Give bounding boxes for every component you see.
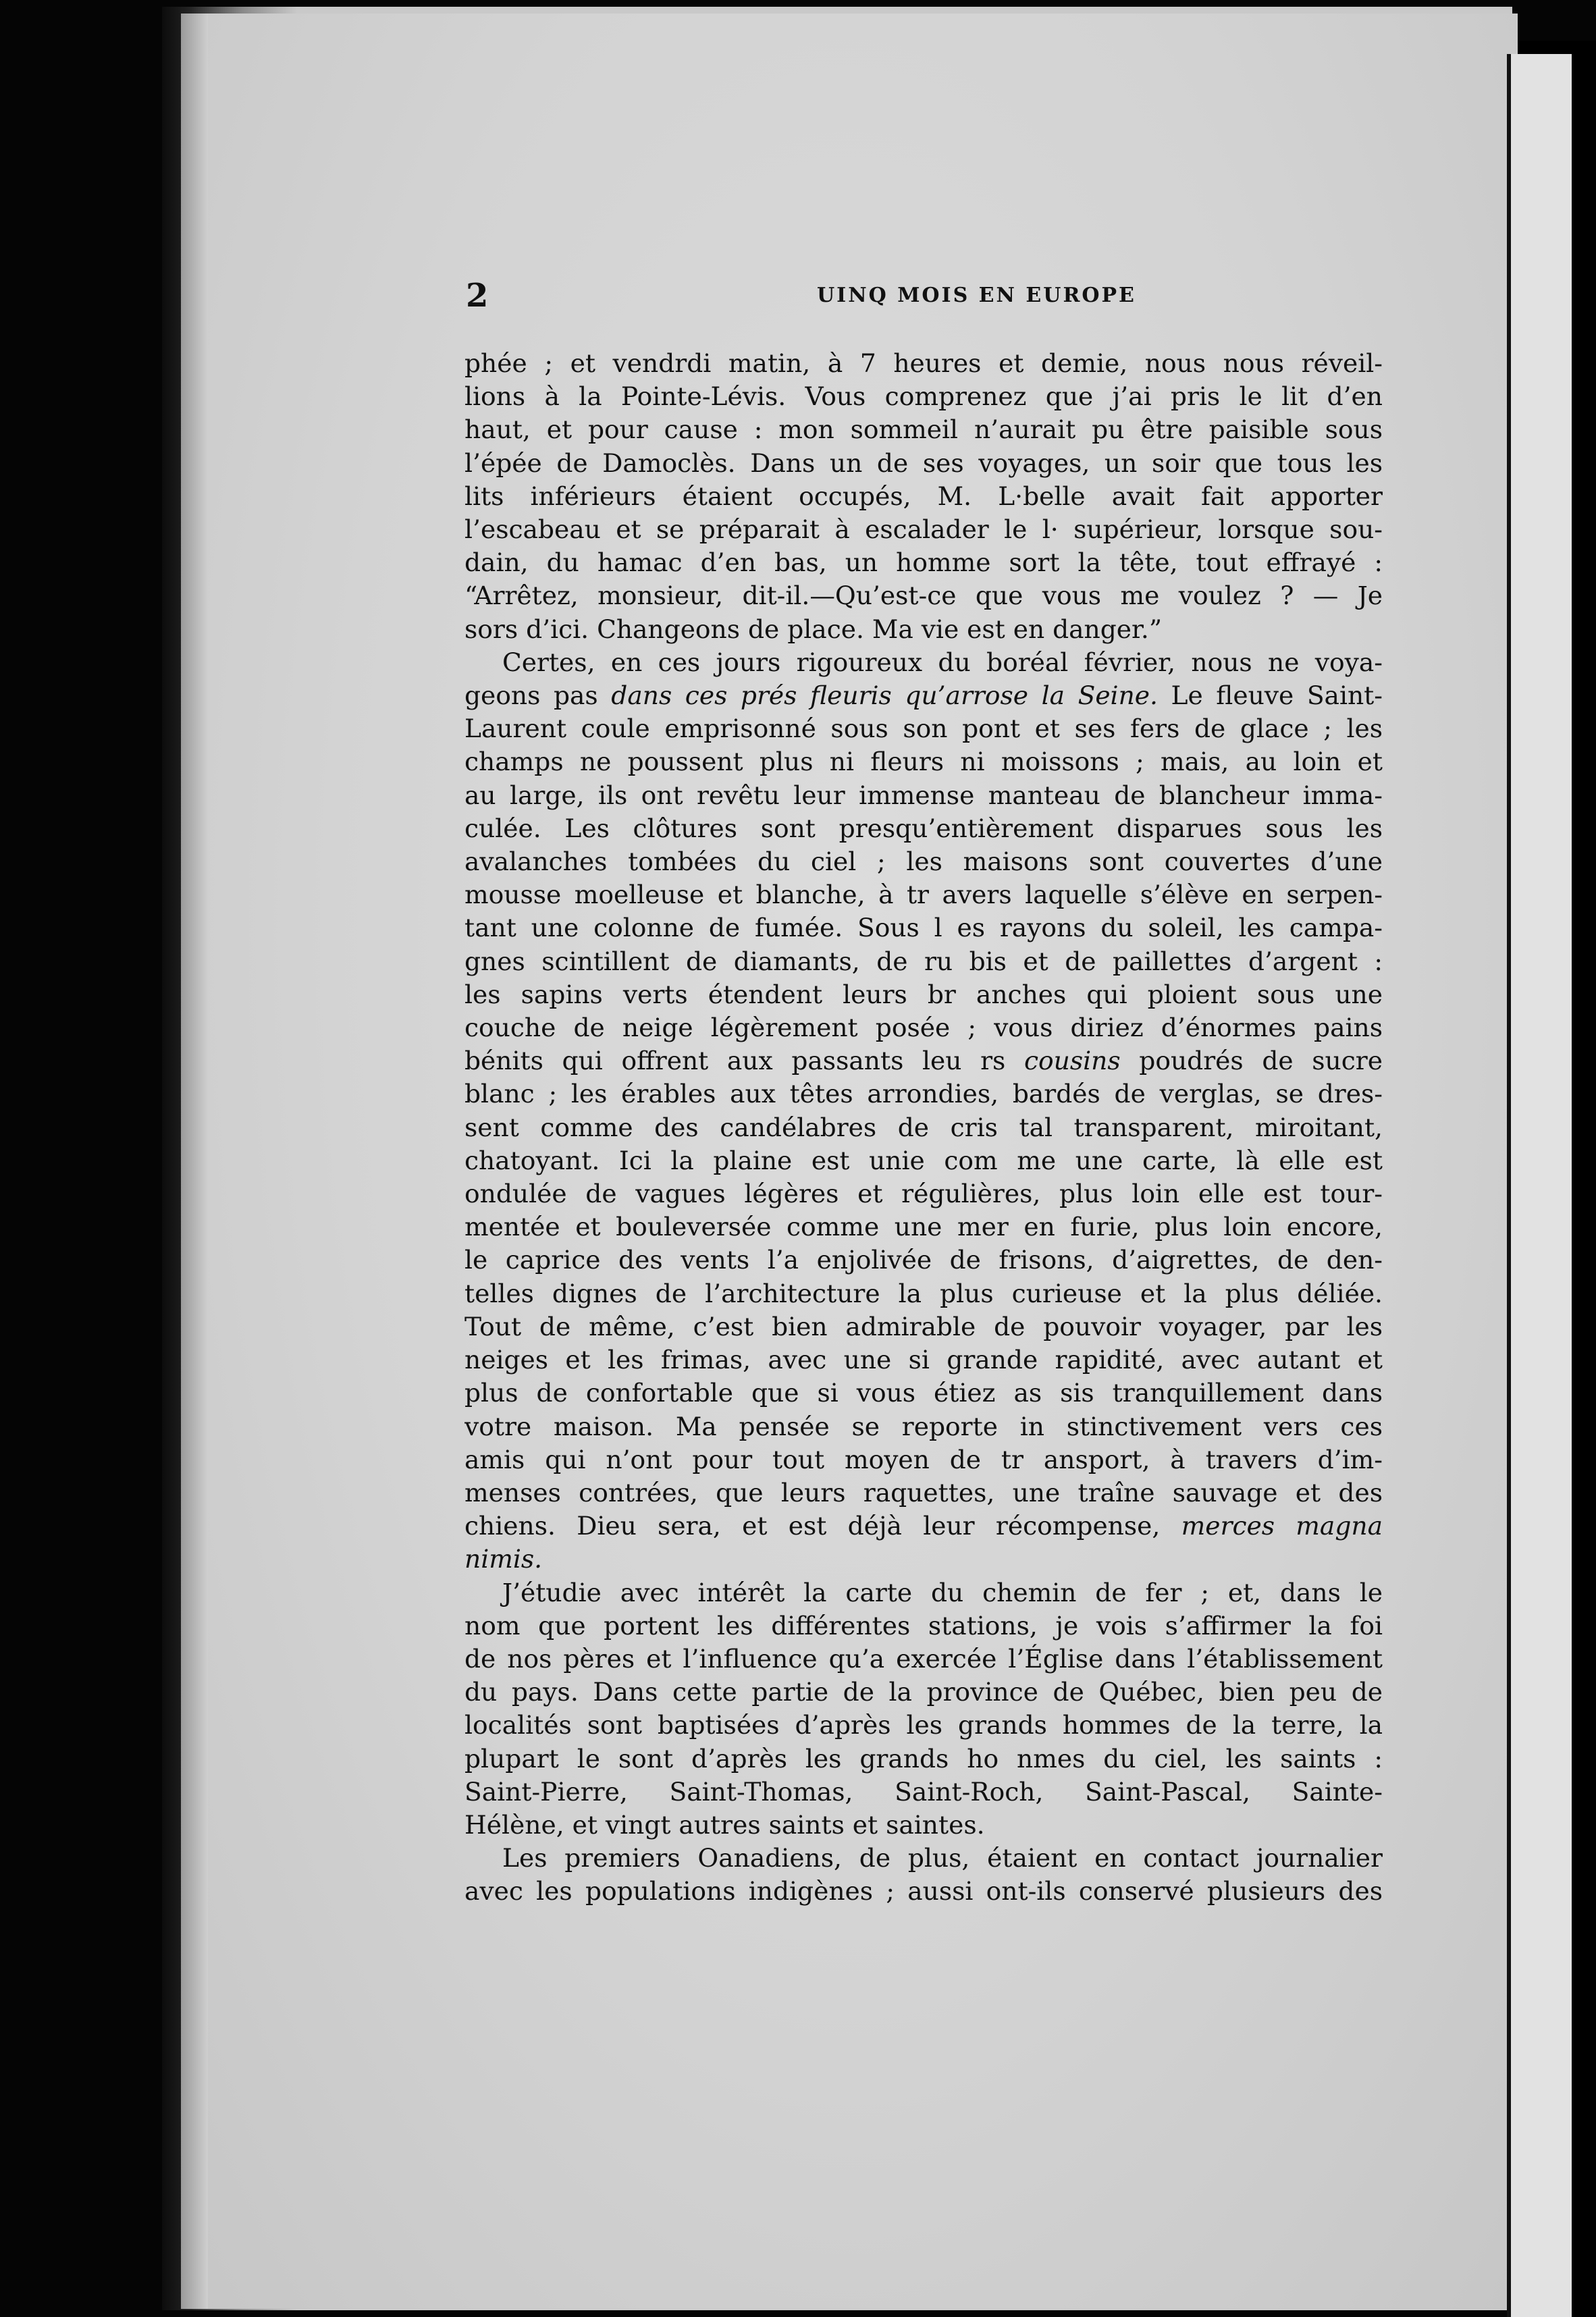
page-number: 2 [466, 277, 489, 315]
text-line: “Arrêtez, monsieur, dit-il.—Qu’est-ce que vous me voulez ? — Je [464, 581, 1383, 611]
text-line [464, 1044, 1383, 1077]
italic-word: cousins [1023, 1046, 1121, 1076]
text-line: J’étudie avec intérêt la carte du chemin de fer ; et, dans le [502, 1577, 1383, 1607]
text-run: chiens. Dieu sera, et est déjà leur récompense, [464, 1511, 1161, 1541]
text-line: Laurent coule emprisonné sous son pont et ses fers de glace ; les [464, 714, 1383, 744]
text-line: nimis. [464, 1544, 543, 1574]
text-line: phée ; et vendrdi matin, à 7 heures et demie, nous nous réveil- [464, 348, 1383, 378]
text-line: Saint-Pierre, Saint-Thomas, Saint-Roch, Saint-Pascal, Sainte- [464, 1776, 1383, 1807]
text-line: les sapins verts étendent leurs br anches qui ploient sous une [464, 979, 1383, 1009]
text-line: votre maison. Ma pensée se reporte in stinctivement vers ces [464, 1411, 1383, 1441]
next-page-edge [1507, 54, 1572, 2317]
text-line: localités sont baptisées d’après les grands hommes de la terre, la [464, 1710, 1383, 1740]
text-run: Le fleuve Saint- [1171, 681, 1383, 711]
text-line: plupart le sont d’après les grands ho nmes du ciel, les saints : [464, 1743, 1383, 1774]
text-line: avec les populations indigènes ; aussi ont-ils conservé plusieurs des [464, 1876, 1383, 1907]
italic-quote: merces magna [1181, 1511, 1383, 1541]
text-line: l’épée de Damoclès. Dans un de ses voyages, un soir que tous les [464, 448, 1383, 478]
text-line [464, 1510, 1383, 1543]
text-line: chatoyant. Ici la plaine est unie com me une carte, là elle est [464, 1145, 1383, 1175]
text-line: lits inférieurs étaient occupés, M. L·belle avait fait apporter [464, 481, 1383, 511]
text-line: neiges et les frimas, avec une si grande rapidité, avec autant et [464, 1345, 1383, 1375]
text-line: telles dignes de l’architecture la plus curieuse et la plus déliée. [464, 1278, 1383, 1308]
text-line: gnes scintillent de diamants, de ru bis et de paillettes d’argent : [464, 946, 1383, 976]
text-run: geons pas [464, 681, 598, 711]
text-line: haut, et pour cause : mon sommeil n’aurait pu être paisible sous [464, 415, 1383, 445]
text-line: dain, du hamac d’en bas, un homme sort la tête, tout effrayé : [464, 548, 1383, 578]
text-line: blanc ; les érables aux têtes arrondies, bardés de verglas, se dres- [464, 1079, 1383, 1109]
page-header [466, 277, 1398, 317]
text-line: l’escabeau et se préparait à escalader le l· supérieur, lorsque sou- [464, 514, 1383, 545]
text-line: mousse moelleuse et blanche, à tr avers laquelle s’élève en serpen- [464, 880, 1383, 910]
text-line: culée. Les clôtures sont presqu’entièrement disparues sous les [464, 813, 1383, 843]
text-line: sent comme des candélabres de cris tal transparent, miroitant, [464, 1112, 1383, 1142]
text-line: Hélène, et vingt autres saints et saintes. [464, 1809, 985, 1840]
text-line: couche de neige légèrement posée ; vous diriez d’énormes pains [464, 1013, 1383, 1043]
text-run: bénits qui offrent aux passants leu rs [464, 1046, 1006, 1076]
text-line [464, 679, 1383, 712]
text-line: de nos pères et l’influence qu’a exercée l’Église dans l’établissement [464, 1643, 1383, 1674]
text-line: le caprice des vents l’a enjolivée de frisons, d’aigrettes, de den- [464, 1245, 1383, 1275]
text-line: Les premiers Oanadiens, de plus, étaient en contact journalier [502, 1843, 1383, 1873]
text-line: avalanches tombées du ciel ; les maisons sont couvertes d’une [464, 847, 1383, 877]
text-line: Tout de même, c’est bien admirable de pouvoir voyager, par les [464, 1311, 1383, 1341]
text-line: sors d’ici. Changeons de place. Ma vie est en danger.” [464, 614, 1163, 644]
text-line: Certes, en ces jours rigoureux du boréal février, nous ne voya- [502, 647, 1383, 677]
text-line: au large, ils ont revêtu leur immense manteau de blancheur imma- [464, 780, 1383, 810]
text-line: menses contrées, que leurs raquettes, une traîne sauvage et des [464, 1477, 1383, 1508]
text-line: mentée et bouleversée comme une mer en furie, plus loin encore, [464, 1212, 1383, 1242]
text-line: ondulée de vagues légères et régulières, plus loin elle est tour- [464, 1179, 1383, 1209]
text-line: plus de confortable que si vous étiez as sis tranquillement dans [464, 1378, 1383, 1408]
binding-gutter [181, 14, 208, 2309]
text-line: tant une colonne de fumée. Sous l es rayons du soleil, les campa- [464, 913, 1383, 943]
body-text [464, 347, 1383, 1909]
text-line: lions à la Pointe-Lévis. Vous comprenez que j’ai pris le lit d’en [464, 381, 1383, 412]
text-line: du pays. Dans cette partie de la province de Québec, bien peu de [464, 1677, 1383, 1707]
italic-quote: dans ces prés fleuris qu’arrose la Seine. [611, 681, 1158, 711]
text-line: amis qui n’ont pour tout moyen de tr ansport, à travers d’im- [464, 1444, 1383, 1474]
text-line: nom que portent les différentes stations, je vois s’affirmer la foi [464, 1610, 1383, 1641]
text-run: poudrés de sucre [1139, 1046, 1383, 1076]
text-line: champs ne poussent plus ni fleurs ni moissons ; mais, au loin et [464, 747, 1383, 777]
running-head: UINQ MOIS EN EUROPE [817, 284, 1136, 307]
